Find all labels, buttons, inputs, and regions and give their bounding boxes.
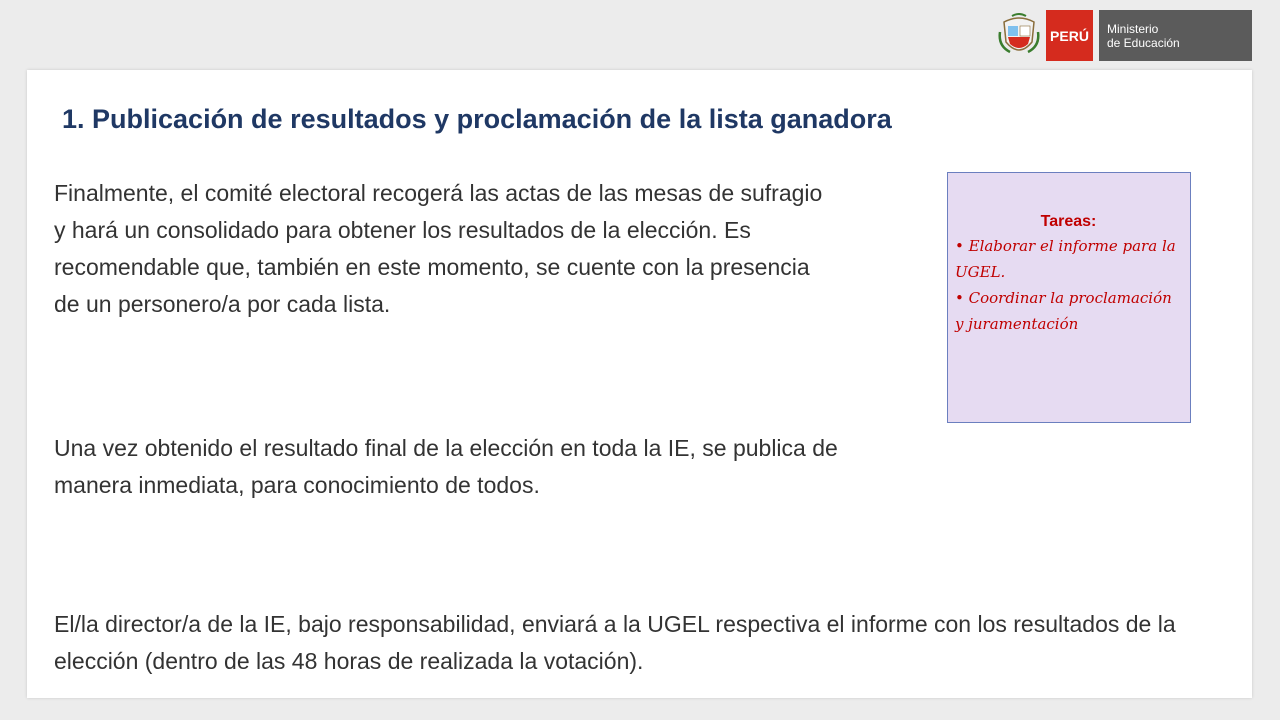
task-item-report: • Elaborar el informe para la UGEL. <box>955 237 1176 281</box>
paragraph-publication: Una vez obtenido el resultado final de la elección en toda la IE, se publica de manera inmediata, para conocimiento de todos. <box>54 435 838 498</box>
peru-badge: PERÚ <box>1046 10 1093 61</box>
ministry-logo <box>996 10 1252 62</box>
tasks-box <box>947 172 1191 423</box>
paragraph-consolidation: Finalmente, el comité electoral recogerá las actas de las mesas de sufragio y hará un consolidado para obtener los resultados de la elección. Es recomendable que, también en este momento, se cuente con la presencia de un personero/a por cada lista. <box>54 180 823 317</box>
task-item-proclamation: • Coordinar la proclamación y juramentación <box>955 289 1172 333</box>
coat-of-arms-icon <box>996 12 1042 60</box>
page-title: 1. Publicación de resultados y proclamación de la lista ganadora <box>62 104 892 134</box>
ministry-name <box>1099 10 1252 61</box>
paragraph-director-report: El/la director/a de la IE, bajo responsabilidad, enviará a la UGEL respectiva el informe con los resultados de la elección (dentro de las 48 horas de realizada la votación). <box>54 611 1176 674</box>
ministry-name-line1: Ministerio <box>1107 21 1159 36</box>
tasks-title: Tareas: <box>1040 213 1097 230</box>
ministry-name-line2: de Educación <box>1107 35 1180 50</box>
